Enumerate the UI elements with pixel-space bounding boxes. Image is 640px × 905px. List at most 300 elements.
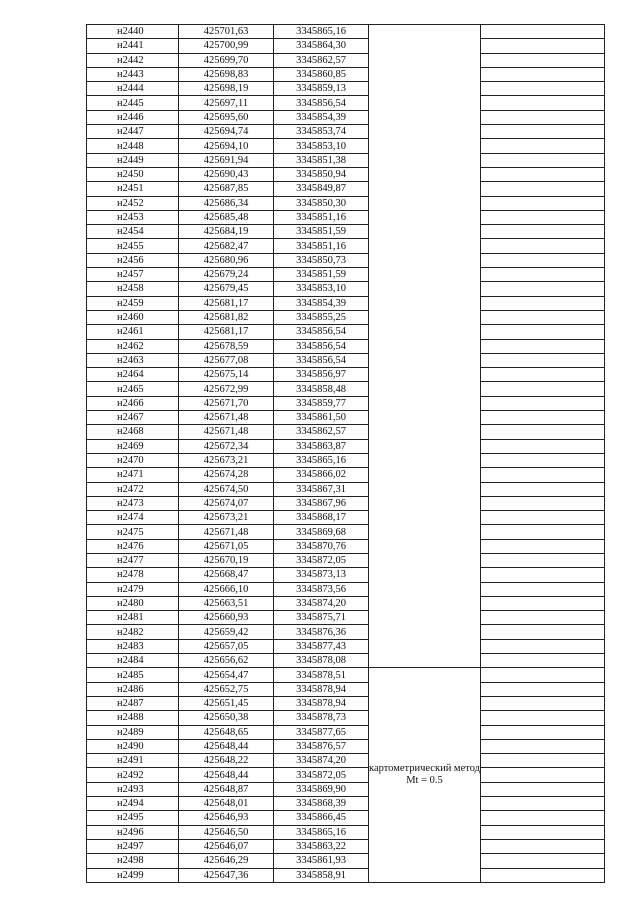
table-row — [87, 253, 605, 267]
table-row — [87, 711, 605, 725]
y-coordinate-cell: 3345850,30 — [274, 196, 369, 210]
note-cell — [481, 625, 605, 639]
table-row — [87, 353, 605, 367]
note-cell — [481, 325, 605, 339]
x-coordinate-cell: 425646,93 — [179, 811, 274, 825]
x-coordinate-cell: 425686,34 — [179, 196, 274, 210]
table-row — [87, 468, 605, 482]
note-cell — [481, 368, 605, 382]
y-coordinate-cell: 3345873,56 — [274, 582, 369, 596]
point-name-cell: н2464 — [87, 368, 179, 382]
x-coordinate-cell: 425694,10 — [179, 139, 274, 153]
table-row — [87, 139, 605, 153]
note-cell — [481, 482, 605, 496]
table-row — [87, 439, 605, 453]
table-row — [87, 96, 605, 110]
y-coordinate-cell: 3345866,02 — [274, 468, 369, 482]
x-coordinate-cell: 425691,94 — [179, 153, 274, 167]
x-coordinate-cell: 425687,85 — [179, 182, 274, 196]
table-row — [87, 668, 605, 682]
note-cell — [481, 396, 605, 410]
point-name-cell: н2480 — [87, 596, 179, 610]
x-coordinate-cell: 425699,70 — [179, 53, 274, 67]
point-name-cell: н2479 — [87, 582, 179, 596]
x-coordinate-cell: 425672,34 — [179, 439, 274, 453]
y-coordinate-cell: 3345867,31 — [274, 482, 369, 496]
table-row — [87, 582, 605, 596]
point-name-cell: н2454 — [87, 225, 179, 239]
point-name-cell: н2494 — [87, 797, 179, 811]
x-coordinate-cell: 425681,82 — [179, 310, 274, 324]
x-coordinate-cell: 425663,51 — [179, 596, 274, 610]
x-coordinate-cell: 425673,21 — [179, 511, 274, 525]
table-row — [87, 125, 605, 139]
table-row — [87, 325, 605, 339]
table-row — [87, 596, 605, 610]
point-name-cell: н2462 — [87, 339, 179, 353]
table-row — [87, 182, 605, 196]
x-coordinate-cell: 425684,19 — [179, 225, 274, 239]
note-cell — [481, 125, 605, 139]
point-name-cell: н2449 — [87, 153, 179, 167]
point-name-cell: н2463 — [87, 353, 179, 367]
x-coordinate-cell: 425673,21 — [179, 453, 274, 467]
x-coordinate-cell: 425675,14 — [179, 368, 274, 382]
table-row — [87, 854, 605, 868]
y-coordinate-cell: 3345878,94 — [274, 682, 369, 696]
table-row — [87, 825, 605, 839]
y-coordinate-cell: 3345878,73 — [274, 711, 369, 725]
y-coordinate-cell: 3345863,87 — [274, 439, 369, 453]
table-row — [87, 411, 605, 425]
note-cell — [481, 854, 605, 868]
table-row — [87, 754, 605, 768]
note-cell — [481, 754, 605, 768]
point-name-cell: н2473 — [87, 496, 179, 510]
point-name-cell: н2453 — [87, 210, 179, 224]
y-coordinate-cell: 3345856,54 — [274, 325, 369, 339]
y-coordinate-cell: 3345859,13 — [274, 82, 369, 96]
note-cell — [481, 553, 605, 567]
point-name-cell: н2477 — [87, 553, 179, 567]
note-cell — [481, 725, 605, 739]
table-row — [87, 482, 605, 496]
x-coordinate-cell: 425646,07 — [179, 839, 274, 853]
note-cell — [481, 96, 605, 110]
point-name-cell: н2472 — [87, 482, 179, 496]
note-cell — [481, 453, 605, 467]
point-name-cell: н2450 — [87, 167, 179, 181]
point-name-cell: н2484 — [87, 654, 179, 668]
note-cell — [481, 167, 605, 181]
table-row — [87, 225, 605, 239]
x-coordinate-cell: 425646,29 — [179, 854, 274, 868]
y-coordinate-cell: 3345861,50 — [274, 411, 369, 425]
note-cell — [481, 411, 605, 425]
y-coordinate-cell: 3345850,73 — [274, 253, 369, 267]
y-coordinate-cell: 3345856,54 — [274, 339, 369, 353]
note-cell — [481, 282, 605, 296]
note-cell — [481, 782, 605, 796]
table-row — [87, 525, 605, 539]
table-row — [87, 239, 605, 253]
x-coordinate-cell: 425682,47 — [179, 239, 274, 253]
point-name-cell: н2497 — [87, 839, 179, 853]
x-coordinate-cell: 425701,63 — [179, 25, 274, 39]
y-coordinate-cell: 3345868,39 — [274, 797, 369, 811]
point-name-cell: н2441 — [87, 39, 179, 53]
y-coordinate-cell: 3345858,91 — [274, 868, 369, 882]
point-name-cell: н2459 — [87, 296, 179, 310]
x-coordinate-cell: 425679,24 — [179, 268, 274, 282]
note-cell — [481, 296, 605, 310]
y-coordinate-cell: 3345860,85 — [274, 67, 369, 81]
x-coordinate-cell: 425671,05 — [179, 539, 274, 553]
x-coordinate-cell: 425680,96 — [179, 253, 274, 267]
y-coordinate-cell: 3345853,74 — [274, 125, 369, 139]
x-coordinate-cell: 425666,10 — [179, 582, 274, 596]
y-coordinate-cell: 3345877,43 — [274, 639, 369, 653]
x-coordinate-cell: 425648,01 — [179, 797, 274, 811]
x-coordinate-cell: 425656,62 — [179, 654, 274, 668]
y-coordinate-cell: 3345876,57 — [274, 739, 369, 753]
note-cell — [481, 382, 605, 396]
point-name-cell: н2451 — [87, 182, 179, 196]
x-coordinate-cell: 425668,47 — [179, 568, 274, 582]
table-row — [87, 282, 605, 296]
note-cell — [481, 210, 605, 224]
note-cell — [481, 539, 605, 553]
x-coordinate-cell: 425694,74 — [179, 125, 274, 139]
point-name-cell: н2455 — [87, 239, 179, 253]
note-cell — [481, 82, 605, 96]
note-cell — [481, 468, 605, 482]
note-cell — [481, 110, 605, 124]
x-coordinate-cell: 425648,44 — [179, 739, 274, 753]
note-cell — [481, 239, 605, 253]
x-coordinate-cell: 425651,45 — [179, 696, 274, 710]
point-name-cell: н2461 — [87, 325, 179, 339]
table-row — [87, 382, 605, 396]
table-row — [87, 539, 605, 553]
y-coordinate-cell: 3345875,71 — [274, 611, 369, 625]
y-coordinate-cell: 3345870,76 — [274, 539, 369, 553]
note-cell — [481, 825, 605, 839]
y-coordinate-cell: 3345872,05 — [274, 768, 369, 782]
table-row — [87, 396, 605, 410]
x-coordinate-cell: 425674,28 — [179, 468, 274, 482]
y-coordinate-cell: 3345865,16 — [274, 453, 369, 467]
note-cell — [481, 139, 605, 153]
method-label: картометрический метод Mt = 0.5 — [369, 668, 481, 882]
note-cell — [481, 496, 605, 510]
note-cell — [481, 153, 605, 167]
note-cell — [481, 596, 605, 610]
point-name-cell: н2495 — [87, 811, 179, 825]
table-row — [87, 496, 605, 510]
table-row — [87, 654, 605, 668]
x-coordinate-cell: 425648,65 — [179, 725, 274, 739]
x-coordinate-cell: 425674,50 — [179, 482, 274, 496]
table-row — [87, 53, 605, 67]
table-row — [87, 368, 605, 382]
y-coordinate-cell: 3345859,77 — [274, 396, 369, 410]
note-cell — [481, 668, 605, 682]
point-name-cell: н2488 — [87, 711, 179, 725]
table-row — [87, 797, 605, 811]
point-name-cell: н2485 — [87, 668, 179, 682]
y-coordinate-cell: 3345866,45 — [274, 811, 369, 825]
note-cell — [481, 711, 605, 725]
y-coordinate-cell: 3345878,51 — [274, 668, 369, 682]
table-row — [87, 39, 605, 53]
point-name-cell: н2475 — [87, 525, 179, 539]
table-row — [87, 868, 605, 882]
y-coordinate-cell: 3345876,36 — [274, 625, 369, 639]
point-name-cell: н2447 — [87, 125, 179, 139]
table-row — [87, 210, 605, 224]
x-coordinate-cell: 425648,22 — [179, 754, 274, 768]
point-name-cell: н2499 — [87, 868, 179, 882]
y-coordinate-cell: 3345877,65 — [274, 725, 369, 739]
point-name-cell: н2483 — [87, 639, 179, 653]
y-coordinate-cell: 3345878,94 — [274, 696, 369, 710]
table-row — [87, 296, 605, 310]
y-coordinate-cell: 3345863,22 — [274, 839, 369, 853]
x-coordinate-cell: 425659,42 — [179, 625, 274, 639]
table-row — [87, 67, 605, 81]
point-name-cell: н2466 — [87, 396, 179, 410]
x-coordinate-cell: 425695,60 — [179, 110, 274, 124]
y-coordinate-cell: 3345874,20 — [274, 754, 369, 768]
point-name-cell: н2490 — [87, 739, 179, 753]
note-cell — [481, 511, 605, 525]
point-name-cell: н2440 — [87, 25, 179, 39]
x-coordinate-cell: 425652,75 — [179, 682, 274, 696]
note-cell — [481, 654, 605, 668]
point-name-cell: н2481 — [87, 611, 179, 625]
note-cell — [481, 797, 605, 811]
table-row — [87, 339, 605, 353]
table-row — [87, 553, 605, 567]
table-row — [87, 611, 605, 625]
x-coordinate-cell: 425698,83 — [179, 67, 274, 81]
y-coordinate-cell: 3345856,54 — [274, 353, 369, 367]
note-cell — [481, 67, 605, 81]
x-coordinate-cell: 425671,48 — [179, 411, 274, 425]
table-row — [87, 25, 605, 39]
note-cell — [481, 310, 605, 324]
note-cell — [481, 339, 605, 353]
y-coordinate-cell: 3345861,93 — [274, 854, 369, 868]
point-name-cell: н2445 — [87, 96, 179, 110]
table-row — [87, 196, 605, 210]
y-coordinate-cell: 3345849,87 — [274, 182, 369, 196]
y-coordinate-cell: 3345865,16 — [274, 25, 369, 39]
y-coordinate-cell: 3345864,30 — [274, 39, 369, 53]
note-cell — [481, 353, 605, 367]
point-name-cell: н2442 — [87, 53, 179, 67]
point-name-cell: н2468 — [87, 425, 179, 439]
table-row — [87, 625, 605, 639]
coordinates-table — [86, 24, 605, 883]
note-cell — [481, 568, 605, 582]
point-name-cell: н2448 — [87, 139, 179, 153]
x-coordinate-cell: 425671,70 — [179, 396, 274, 410]
point-name-cell: н2482 — [87, 625, 179, 639]
method-cell-empty — [369, 25, 481, 668]
x-coordinate-cell: 425657,05 — [179, 639, 274, 653]
note-cell — [481, 682, 605, 696]
x-coordinate-cell: 425697,11 — [179, 96, 274, 110]
note-cell — [481, 182, 605, 196]
x-coordinate-cell: 425674,07 — [179, 496, 274, 510]
note-cell — [481, 582, 605, 596]
y-coordinate-cell: 3345856,54 — [274, 96, 369, 110]
y-coordinate-cell: 3345856,97 — [274, 368, 369, 382]
point-name-cell: н2487 — [87, 696, 179, 710]
point-name-cell: н2492 — [87, 768, 179, 782]
x-coordinate-cell: 425698,19 — [179, 82, 274, 96]
table-row — [87, 568, 605, 582]
table-row — [87, 682, 605, 696]
point-name-cell: н2474 — [87, 511, 179, 525]
x-coordinate-cell: 425646,50 — [179, 825, 274, 839]
point-name-cell: н2478 — [87, 568, 179, 582]
x-coordinate-cell: 425650,38 — [179, 711, 274, 725]
point-name-cell: н2456 — [87, 253, 179, 267]
note-cell — [481, 639, 605, 653]
point-name-cell: н2444 — [87, 82, 179, 96]
point-name-cell: н2486 — [87, 682, 179, 696]
x-coordinate-cell: 425685,48 — [179, 210, 274, 224]
x-coordinate-cell: 425648,87 — [179, 782, 274, 796]
x-coordinate-cell: 425677,08 — [179, 353, 274, 367]
point-name-cell: н2489 — [87, 725, 179, 739]
y-coordinate-cell: 3345872,05 — [274, 553, 369, 567]
x-coordinate-cell: 425678,59 — [179, 339, 274, 353]
x-coordinate-cell: 425700,99 — [179, 39, 274, 53]
x-coordinate-cell: 425660,93 — [179, 611, 274, 625]
note-cell — [481, 268, 605, 282]
note-cell — [481, 25, 605, 39]
y-coordinate-cell: 3345854,39 — [274, 110, 369, 124]
y-coordinate-cell: 3345873,13 — [274, 568, 369, 582]
x-coordinate-cell: 425690,43 — [179, 167, 274, 181]
table-row — [87, 268, 605, 282]
note-cell — [481, 225, 605, 239]
note-cell — [481, 839, 605, 853]
x-coordinate-cell: 425679,45 — [179, 282, 274, 296]
y-coordinate-cell: 3345851,16 — [274, 239, 369, 253]
x-coordinate-cell: 425671,48 — [179, 525, 274, 539]
table-row — [87, 639, 605, 653]
note-cell — [481, 39, 605, 53]
table-row — [87, 696, 605, 710]
table-row — [87, 739, 605, 753]
note-cell — [481, 739, 605, 753]
point-name-cell: н2460 — [87, 310, 179, 324]
table-row — [87, 839, 605, 853]
y-coordinate-cell: 3345862,57 — [274, 53, 369, 67]
x-coordinate-cell: 425681,17 — [179, 296, 274, 310]
x-coordinate-cell: 425672,99 — [179, 382, 274, 396]
y-coordinate-cell: 3345858,48 — [274, 382, 369, 396]
y-coordinate-cell: 3345851,16 — [274, 210, 369, 224]
note-cell — [481, 868, 605, 882]
x-coordinate-cell: 425670,19 — [179, 553, 274, 567]
y-coordinate-cell: 3345853,10 — [274, 282, 369, 296]
table-row — [87, 782, 605, 796]
y-coordinate-cell: 3345851,59 — [274, 225, 369, 239]
y-coordinate-cell: 3345851,38 — [274, 153, 369, 167]
note-cell — [481, 525, 605, 539]
y-coordinate-cell: 3345869,90 — [274, 782, 369, 796]
y-coordinate-cell: 3345850,94 — [274, 167, 369, 181]
note-cell — [481, 53, 605, 67]
table-row — [87, 110, 605, 124]
y-coordinate-cell: 3345855,25 — [274, 310, 369, 324]
y-coordinate-cell: 3345853,10 — [274, 139, 369, 153]
x-coordinate-cell: 425681,17 — [179, 325, 274, 339]
table-row — [87, 425, 605, 439]
note-cell — [481, 611, 605, 625]
coordinates-sheet — [86, 24, 605, 883]
table-row — [87, 453, 605, 467]
table-row — [87, 167, 605, 181]
point-name-cell: н2443 — [87, 67, 179, 81]
point-name-cell: н2469 — [87, 439, 179, 453]
y-coordinate-cell: 3345874,20 — [274, 596, 369, 610]
table-row — [87, 768, 605, 782]
y-coordinate-cell: 3345869,68 — [274, 525, 369, 539]
point-name-cell: н2467 — [87, 411, 179, 425]
table-row — [87, 82, 605, 96]
point-name-cell: н2493 — [87, 782, 179, 796]
y-coordinate-cell: 3345868,17 — [274, 511, 369, 525]
y-coordinate-cell: 3345865,16 — [274, 825, 369, 839]
point-name-cell: н2491 — [87, 754, 179, 768]
x-coordinate-cell: 425648,44 — [179, 768, 274, 782]
x-coordinate-cell: 425647,36 — [179, 868, 274, 882]
table-row — [87, 811, 605, 825]
table-row — [87, 310, 605, 324]
table-row — [87, 153, 605, 167]
point-name-cell: н2496 — [87, 825, 179, 839]
point-name-cell: н2458 — [87, 282, 179, 296]
note-cell — [481, 768, 605, 782]
point-name-cell: н2465 — [87, 382, 179, 396]
note-cell — [481, 439, 605, 453]
y-coordinate-cell: 3345862,57 — [274, 425, 369, 439]
note-cell — [481, 696, 605, 710]
point-name-cell: н2471 — [87, 468, 179, 482]
note-cell — [481, 811, 605, 825]
y-coordinate-cell: 3345878,08 — [274, 654, 369, 668]
point-name-cell: н2470 — [87, 453, 179, 467]
point-name-cell: н2498 — [87, 854, 179, 868]
note-cell — [481, 253, 605, 267]
x-coordinate-cell: 425671,48 — [179, 425, 274, 439]
table-row — [87, 725, 605, 739]
point-name-cell: н2457 — [87, 268, 179, 282]
y-coordinate-cell: 3345851,59 — [274, 268, 369, 282]
note-cell — [481, 425, 605, 439]
x-coordinate-cell: 425654,47 — [179, 668, 274, 682]
point-name-cell: н2476 — [87, 539, 179, 553]
point-name-cell: н2452 — [87, 196, 179, 210]
y-coordinate-cell: 3345854,39 — [274, 296, 369, 310]
